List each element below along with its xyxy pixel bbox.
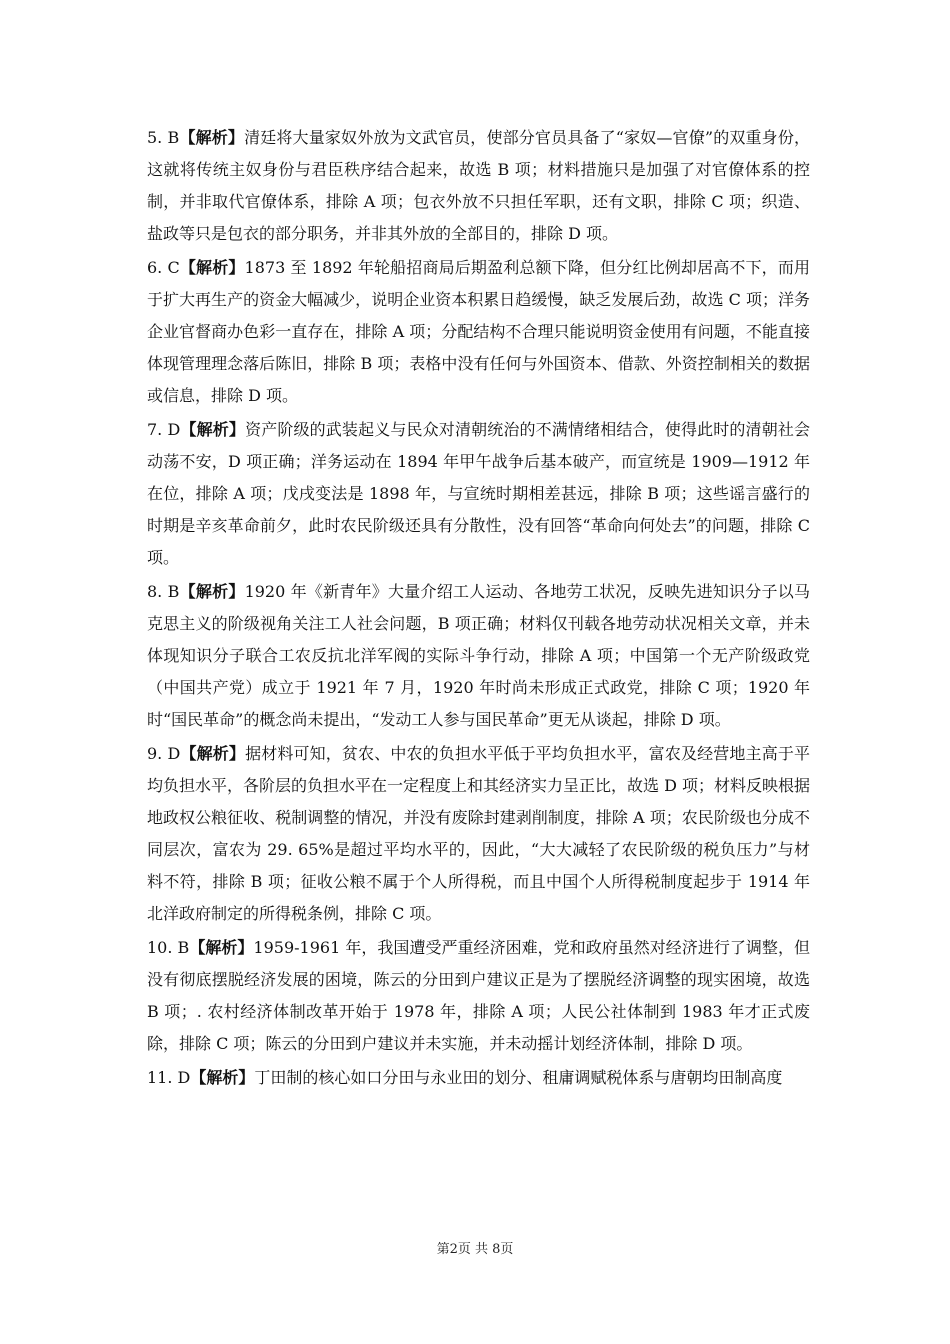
- analysis-text: 1920 年《新青年》大量介绍工人运动、各地劳工状况，反映先进知识分子以马克思主义的阶级视角关注工人社会问题，B 项正确；材料仅刊载各地劳动状况相关文章，并未体现知识分子联合工农反抗北洋军阀的实际斗争行动，排除 A 项；中国第一个无产阶级政党（中国共产党）成立于 1921 年 7 月，1920 年时尚未形成正式政党，排除 C 项；1920 年时“国民革命”的概念尚未提出，“发动工人参与国民革命”更无从谈起，排除 D 项。: [147, 582, 810, 729]
- answer-item-7: [147, 414, 810, 574]
- analysis-tag: 【解析】: [179, 128, 245, 147]
- analysis-text: 清廷将大量家奴外放为文武官员，使部分官员具备了“家奴—官僚”的双重身份，这就将传统主奴身份与君臣秩序结合起来，故选 B 项；材料措施只是加强了对官僚体系的控制，并非取代官僚体系，排除 A 项；包衣外放不只担任军职，还有文职，排除 C 项；织造、盐政等只是包衣的部分职务，并非其外放的全部目的，排除 D 项。: [147, 128, 810, 243]
- analysis-text: 1873 至 1892 年轮船招商局后期盈利总额下降，但分红比例却居高不下，而用于扩大再生产的资金大幅减少，说明企业资本积累日趋缓慢，缺乏发展后劲，故选 C 项；洋务企业官督商办色彩一直存在，排除 A 项；分配结构不合理只能说明资金使用有问题，不能直接体现管理理念落后陈旧，排除 B 项；表格中没有任何与外国资本、借款、外资控制相关的数据或信息，排除 D 项。: [147, 258, 810, 405]
- page-footer: 第2页 共 8页: [436, 1242, 514, 1257]
- analysis-tag: 【解析】: [179, 258, 245, 277]
- analysis-text: 据材料可知，贫农、中农的负担水平低于平均负担水平，富农及经营地主高于平均负担水平，各阶层的负担水平在一定程度上和其经济实力呈正比，故选 D 项；材料反映根据地政权公粮征收、税制调整的情况，并没有废除封建剥削制度，排除 A 项；农民阶级也分成不同层次，富农为 29. 65%是超过平均水平的，因此，“大大减轻了农民阶级的税负压力”与材料不符，排除 B 项；征收公粮不属于个人所得税，而且中国个人所得税制度起步于 1914 年北洋政府制定的所得税条例，排除 C 项。: [147, 744, 811, 923]
- analysis-tag: 【解析】: [189, 938, 254, 957]
- answer-item-9: [147, 738, 810, 930]
- analysis-text: 丁田制的核心如口分田与永业田的划分、租庸调赋税体系与唐朝均田制高度: [254, 1068, 783, 1087]
- answer-item-6: [147, 252, 810, 412]
- answer-item-5: [147, 122, 810, 250]
- answer-number: 11. D: [147, 1068, 191, 1087]
- answer-number: 9. D: [147, 744, 181, 763]
- analysis-text: 1959-1961 年，我国遭受严重经济困难，党和政府虽然对经济进行了调整，但没有彻底摆脱经济发展的困境，陈云的分田到户建议正是为了摆脱经济调整的现实困境，故选 B 项；. 农村经济体制改革开始于 1978 年，排除 A 项；人民公社体制到 1983 年才正式废除，排除 C 项；陈云的分田到户建议并未实施，并未动摇计划经济体制，排除 D 项。: [147, 938, 810, 1053]
- answer-item-11: [147, 1062, 810, 1094]
- answer-number: 8. B: [147, 582, 180, 601]
- answer-number: 7. D: [147, 420, 181, 439]
- analysis-tag: 【解析】: [190, 1068, 255, 1087]
- analysis-tag: 【解析】: [180, 420, 246, 439]
- answer-item-8: [147, 576, 810, 736]
- answer-item-10: [147, 932, 810, 1060]
- analysis-tag: 【解析】: [180, 744, 246, 763]
- answer-number: 5. B: [147, 128, 180, 147]
- analysis-text: 资产阶级的武装起义与民众对清朝统治的不满情绪相结合，使得此时的清朝社会动荡不安，D 项正确；洋务运动在 1894 年甲午战争后基本破产，而宣统是 1909—1912 年在位，排除 A 项；戊戌变法是 1898 年，与宣统时期相差甚远，排除 B 项；这些谣言盛行的时期是辛亥革命前夕，此时农民阶级还具有分散性，没有回答“革命向何处去”的问题，排除 C 项。: [147, 420, 810, 567]
- answer-number: 6. C: [147, 258, 180, 277]
- answer-explanations: [147, 122, 810, 1096]
- answer-number: 10. B: [147, 938, 190, 957]
- analysis-tag: 【解析】: [179, 582, 245, 601]
